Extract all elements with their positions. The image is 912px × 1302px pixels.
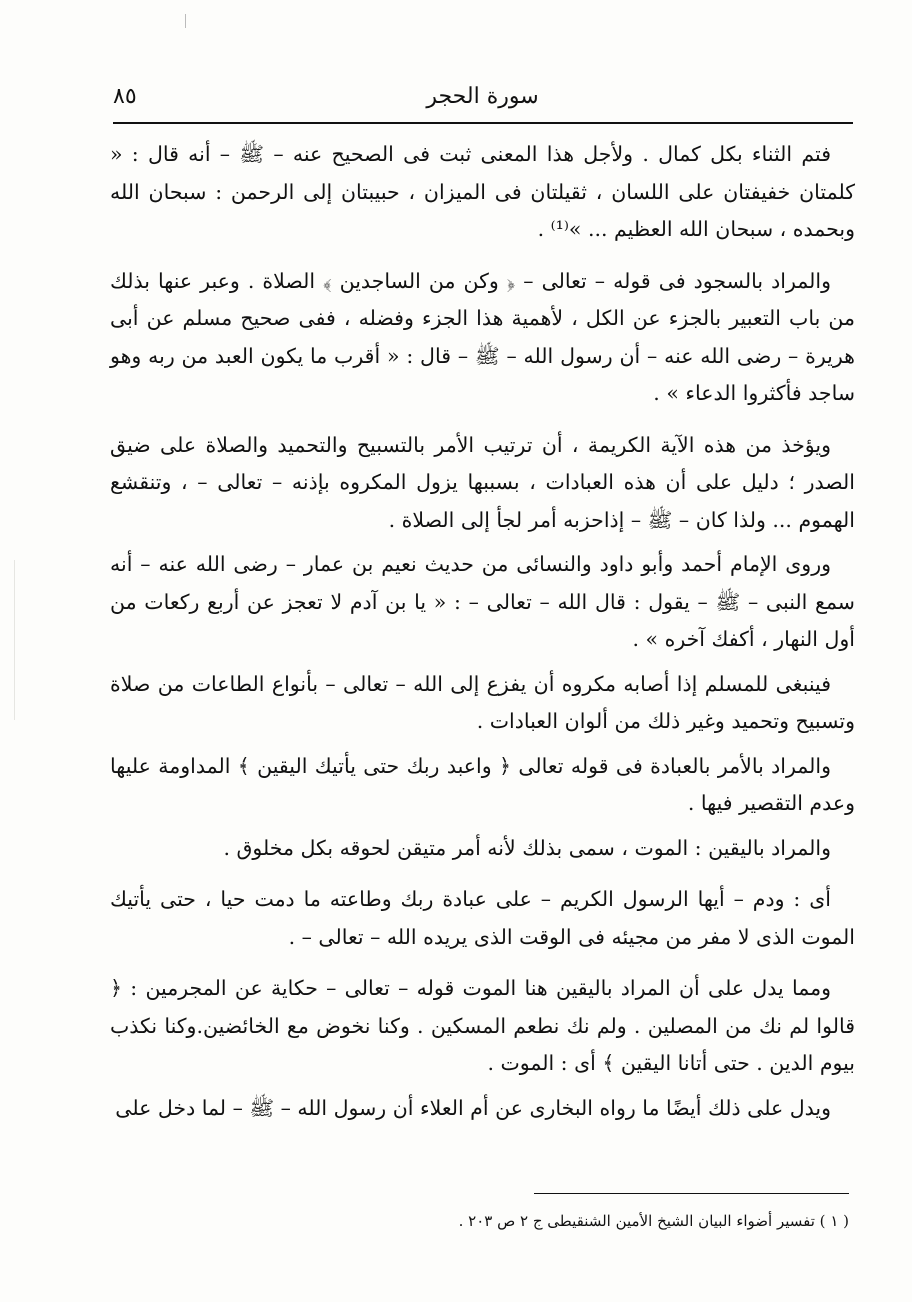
- page-body: [110, 136, 855, 1127]
- paragraph: والمراد باليقين : الموت ، سمى بذلك لأنه أمر متيقن لحوقه بكل مخلوق .: [223, 835, 831, 860]
- header-rule: [113, 122, 853, 124]
- page-number: ٨٥: [113, 84, 137, 109]
- paragraph: ويدل على ذلك أيضًا ما رواه البخارى عن أم العلاء أن رسول الله – ﷺ – لما دخل على: [115, 1095, 831, 1120]
- footnote-rule: [534, 1193, 849, 1194]
- paragraph: والمراد بالأمر بالعبادة فى قوله تعالى ﴿ واعبد ربك حتى يأتيك اليقين ﴾ المداومة عليها وعدم التقصير فيها .: [110, 753, 855, 815]
- paragraph: والمراد بالسجود فى قوله – تعالى – ﴿ وكن من الساجدين ﴾ الصلاة . وعبر عنها بذلك من باب التعبير بالجزء عن الكل ، لأهمية هذا الجزء وفضله ، ففى صحيح مسلم عن أبى هريرة – رضى الله عنه – أن رسول الله – ﷺ – قال : « أقرب ما يكون العبد من ربه وهو ساجد فأكثروا الدعاء » .: [110, 268, 855, 405]
- paragraph: ومما يدل على أن المراد باليقين هنا الموت قوله – تعالى – حكاية عن المجرمين : ﴿ قالوا لم نك من المصلين . ولم نك نطعم المسكين . وكنا نخوض مع الخائضين.وكنا نكذب بيوم الدين . حتى أتانا اليقين ﴾ أى : الموت .: [110, 976, 855, 1075]
- paragraph: ويؤخذ من هذه الآية الكريمة ، أن ترتيب الأمر بالتسبيح والتحميد والصلاة على ضيق الصدر ؛ دليل على أن هذه العبادات ، بسببها يزول المكروه بإذنه – تعالى – ، وتنقشع الهموم ... ولذا كان – ﷺ – إذاحزبه أمر لجأ إلى الصلاة .: [110, 432, 855, 532]
- footnote: ( ١ ) تفسير أضواء البيان الشيخ الأمين الشنقيطى ج ٢ ص ٢٠٣ .: [458, 1212, 849, 1230]
- scan-margin-shadow: [14, 560, 15, 720]
- paragraph: أى : ودم – أيها الرسول الكريم – على عبادة ربك وطاعته ما دمت حيا ، حتى يأتيك الموت الذى لا مفر من مجيئه فى الوقت الذى يريده الله – تعالى – .: [110, 887, 855, 949]
- sura-title: سورة الحجر: [426, 84, 539, 109]
- page-header: [113, 84, 852, 118]
- paragraph: فتم الثناء بكل كمال . ولأجل هذا المعنى ثبت فى الصحيح عنه – ﷺ – أنه قال : « كلمتان خفيفتان على اللسان ، ثقيلتان فى الميزان ، حبيبتان إلى الرحمن : سبحان الله وبحمده ، سبحان الله العظيم ... »⁽¹⁾ .: [110, 142, 855, 241]
- scan-speck: [185, 14, 186, 28]
- paragraph: فينبغى للمسلم إذا أصابه مكروه أن يفزع إلى الله – تعالى – بأنواع الطاعات من صلاة وتسبيح وتحميد وغير ذلك من ألوان العبادات .: [110, 671, 855, 733]
- paragraph: وروى الإمام أحمد وأبو داود والنسائى من حديث نعيم بن عمار – رضى الله عنه – أنه سمع النبى – ﷺ – يقول : قال الله – تعالى – : « يا بن آدم لا تعجز عن أربع ركعات من أول النهار ، أكفك آخره » .: [110, 552, 855, 651]
